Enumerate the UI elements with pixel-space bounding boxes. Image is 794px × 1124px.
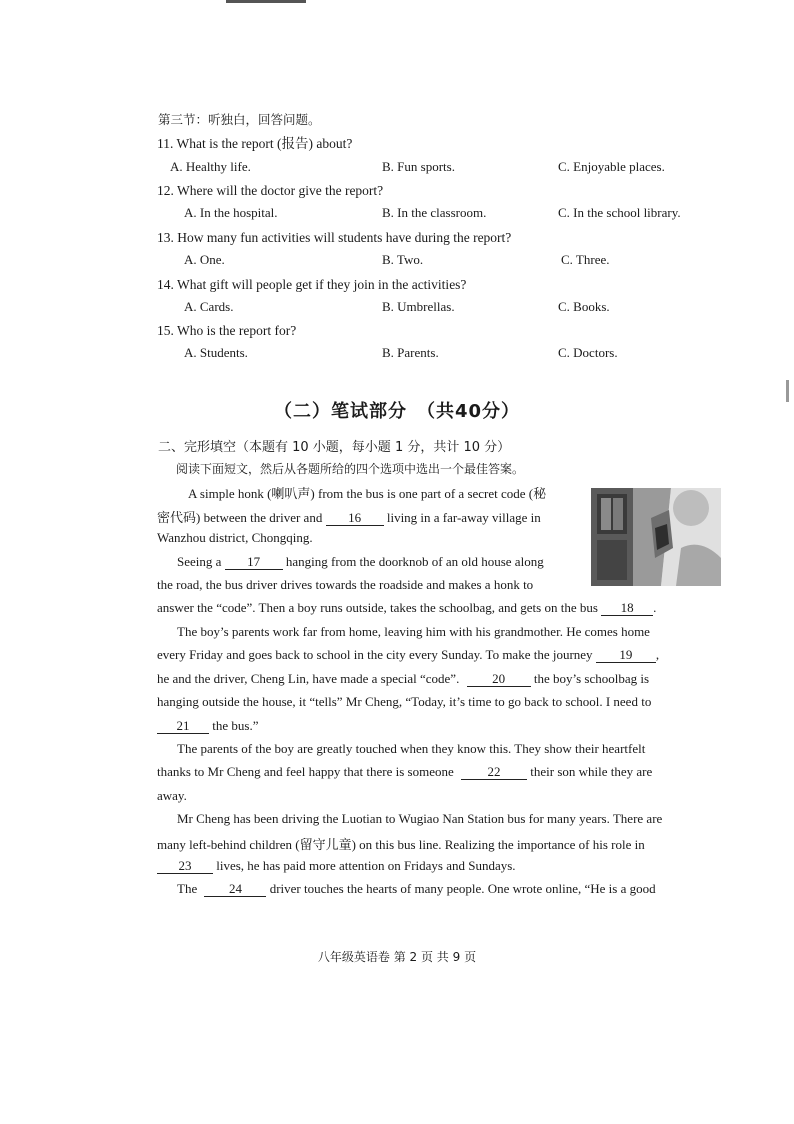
question-15: 15. Who is the report for? — [157, 323, 297, 338]
option-15c: C. Doctors. — [558, 345, 618, 360]
passage-line: Wanzhou district, Chongqing. — [157, 530, 313, 545]
passage-text: the boy’s schoolbag is — [533, 671, 650, 686]
part-title: （二）笔试部分 （共40分） — [273, 401, 521, 422]
section3-heading: 第三节：听独白，回答问题。 — [158, 112, 321, 127]
passage-line — [177, 881, 656, 897]
blank-18: 18 — [601, 600, 653, 616]
passage-text: every Friday and goes back to school in the city every Sunday. To make the journey — [157, 647, 593, 662]
blank-22: 22 — [461, 764, 527, 780]
option-12b: B. In the classroom. — [382, 205, 487, 220]
passage-text: thanks to Mr Cheng and feel happy that there is someone — [157, 764, 454, 779]
option-14a: A. Cards. — [184, 299, 234, 314]
passage-text: The — [177, 881, 198, 896]
option-13a: A. One. — [184, 252, 225, 267]
passage-line — [157, 764, 652, 780]
blank-24: 24 — [204, 881, 266, 897]
option-11a: A. Healthy life. — [170, 159, 251, 174]
passage-text: he and the driver, Cheng Lin, have made a special “code”. — [157, 671, 460, 686]
cloze-instruction: 阅读下面短文，然后从各题所给的四个选项中选出一个最佳答案。 — [176, 462, 525, 476]
passage-line — [157, 671, 649, 687]
passage-text: hanging from the doorknob of an old house along — [285, 554, 544, 569]
page-footer: 八年级英语卷 第 2 页 共 9 页 — [317, 950, 477, 964]
passage-text: Seeing a — [177, 554, 222, 569]
passage-line: Mr Cheng has been driving the Luotian to Wugiao Nan Station bus for many years. There are — [177, 811, 663, 826]
passage-text: living in a far-away village in — [386, 510, 541, 525]
option-14b: B. Umbrellas. — [382, 299, 455, 314]
passage-line — [157, 858, 516, 874]
passage-line — [157, 647, 659, 663]
passage-text: , — [655, 647, 660, 662]
option-13b: B. Two. — [382, 252, 424, 267]
blank-16: 16 — [326, 510, 384, 526]
passage-text: answer the “code”. Then a boy runs outside, takes the schoolbag, and gets on the bus — [157, 600, 598, 615]
option-15b: B. Parents. — [382, 345, 439, 360]
question-12: 12. Where will the doctor give the report? — [157, 183, 384, 198]
bus-photo-drawing — [591, 488, 721, 586]
blank-23: 23 — [157, 858, 213, 874]
passage-line — [177, 554, 544, 570]
option-12c: C. In the school library. — [558, 205, 681, 220]
passage-line — [157, 600, 656, 616]
passage-text: the bus.” — [212, 718, 259, 733]
question-13: 13. How many fun activities will students have during the report? — [157, 230, 512, 245]
passage-text: lives, he has paid more attention on Fridays and Sundays. — [216, 858, 516, 873]
blank-21: 21 — [157, 718, 209, 734]
passage-line: many left-behind children (留守儿童) on this bus line. Realizing the importance of his role in — [157, 837, 645, 852]
passage-text: driver touches the hearts of many people. One wrote online, “He is a good — [269, 881, 656, 896]
bus-photo — [591, 488, 721, 586]
blank-19: 19 — [596, 647, 656, 663]
option-15a: A. Students. — [184, 345, 248, 360]
question-14: 14. What gift will people get if they join in the activities? — [157, 277, 467, 292]
passage-line: away. — [157, 788, 187, 803]
passage-text: their son while they are — [530, 764, 653, 779]
option-13c: C. Three. — [561, 252, 610, 267]
passage-line: hanging outside the house, it “tells” Mr Cheng, “Today, it’s time to go back to school. I need to — [157, 694, 652, 709]
option-11b: B. Fun sports. — [382, 159, 455, 174]
blank-17: 17 — [225, 554, 283, 570]
blank-20: 20 — [467, 671, 531, 687]
passage-text: 密代码) between the driver and — [157, 510, 323, 525]
passage-text: . — [653, 600, 657, 615]
passage-line: A simple honk (喇叭声) from the bus is one part of a secret code (秘 — [188, 486, 547, 501]
cloze-heading: 二、完形填空（本题有 10 小题，每小题 1 分，共计 10 分） — [158, 440, 511, 455]
passage-line: The boy’s parents work far from home, leaving him with his grandmother. He comes home — [177, 624, 650, 639]
option-14c: C. Books. — [558, 299, 610, 314]
option-12a: A. In the hospital. — [184, 205, 278, 220]
passage-line — [157, 718, 258, 734]
question-11: 11. What is the report (报告) about? — [157, 136, 353, 151]
passage-line — [157, 507, 541, 526]
scan-mark — [226, 0, 306, 3]
passage-line: the road, the bus driver drives towards the roadside and makes a honk to — [157, 577, 534, 592]
passage-line: The parents of the boy are greatly touched when they know this. They show their heartfelt — [177, 741, 646, 756]
option-11c: C. Enjoyable places. — [558, 159, 665, 174]
